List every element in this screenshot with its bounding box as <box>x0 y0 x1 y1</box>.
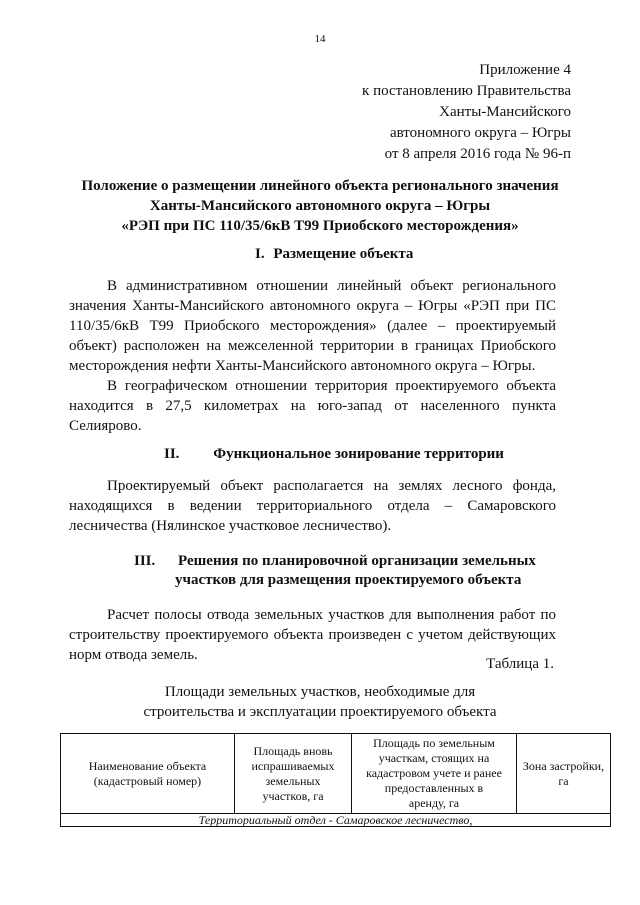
section-number: I. <box>255 246 265 262</box>
caption-line: Площади земельных участков, необходимые для <box>164 684 476 700</box>
column-header-new-area <box>235 734 352 814</box>
section-2-paragraph <box>69 476 556 536</box>
section-1-paragraph-1 <box>69 276 556 376</box>
text-line: Проектируемый объект располагается на землях лесного фонда, <box>107 478 556 494</box>
section-title-line: Решения по планировочной организации земельных <box>178 553 536 569</box>
section-3-paragraph <box>69 605 556 665</box>
header-line: га <box>558 773 569 788</box>
header-line: участкам, стоящих на <box>378 751 490 765</box>
header-line: земельных <box>265 773 321 788</box>
header-line: Зона застройки, <box>522 758 605 773</box>
section-3-heading-cont <box>175 572 521 589</box>
column-header-leased-area <box>352 734 517 814</box>
header-line: участков, га <box>262 788 324 803</box>
text-line: находящихся в ведении территориального отдела – Самаровского <box>69 498 556 514</box>
header-line: Наименование объекта <box>88 758 207 773</box>
text-line: Селиярово. <box>69 418 142 434</box>
section-title-line: участков для размещения проектируемого объекта <box>175 572 522 588</box>
text-line: значения Ханты-Мансийского автономного округа – Югры «РЭП при ПС <box>69 298 556 314</box>
header-line: Площадь вновь <box>253 743 333 758</box>
appendix-line: от 8 апреля 2016 года № 96-п <box>384 146 571 162</box>
text-line: объект) расположен на межселенной территории в границах Приобского <box>69 338 556 354</box>
title-line: «РЭП при ПС 110/35/6кВ Т99 Приобского месторождения» <box>121 218 519 234</box>
section-title: Функциональное зонирование территории <box>213 446 504 462</box>
column-header-building-zone <box>517 734 611 814</box>
column-header-object-name <box>61 734 235 814</box>
caption-line: строительства и эксплуатации проектируемого объекта <box>143 704 497 720</box>
appendix-line: Приложение 4 <box>479 62 571 78</box>
text-line: норм отвода земель. <box>69 647 198 663</box>
appendix-line: Ханты-Мансийского <box>439 104 571 120</box>
appendix-block <box>362 60 571 165</box>
title-line: Ханты-Мансийского автономного округа – Югры <box>149 198 491 214</box>
header-line: (кадастровый номер) <box>93 773 202 788</box>
land-area-table <box>60 733 611 827</box>
text-line: В административном отношении линейный объект регионального <box>107 278 556 294</box>
table-subheader-row <box>61 814 611 827</box>
text-line: месторождения нефти Ханты-Мансийского автономного округа – Югры. <box>69 358 536 374</box>
section-number: III. <box>134 553 156 569</box>
section-1-paragraph-2 <box>69 376 556 436</box>
page-number: 14 <box>314 33 326 45</box>
section-number: II. <box>164 446 180 462</box>
table-label: Таблица 1. <box>486 656 554 672</box>
header-line: Площадь по земельным <box>373 736 495 750</box>
section-2-heading <box>164 446 504 463</box>
header-line: кадастровом учете и ранее <box>366 766 502 780</box>
text-line: Расчет полосы отвода земельных участков для выполнения работ по <box>107 607 556 623</box>
text-line: 110/35/6кВ Т99 Приобского месторождения» (далее – проектируемый <box>69 318 556 334</box>
section-3-heading <box>134 553 536 570</box>
section-1-heading <box>255 246 413 263</box>
table-caption <box>0 682 640 722</box>
title-line: Положение о размещении линейного объекта регионального значения <box>81 178 559 194</box>
appendix-line: к постановлению Правительства <box>362 83 571 99</box>
document-title <box>0 176 640 236</box>
table-header-row <box>61 734 611 814</box>
text-line: находится в 27,5 километрах на юго-запад от населенного пункта <box>69 398 556 414</box>
section-title: Размещение объекта <box>273 246 414 262</box>
text-line: В географическом отношении территория проектируемого объекта <box>107 378 556 394</box>
header-line: аренду, га <box>408 796 460 810</box>
header-line: предоставленных в <box>384 781 484 795</box>
appendix-line: автономного округа – Югры <box>389 125 571 141</box>
text-line: лесничества (Нялинское участковое лесничество). <box>69 518 392 534</box>
table-subheader: Территориальный отдел - Самаровское лесничество, <box>61 814 611 827</box>
text-line: строительству проектируемого объекта произведен с учетом действующих <box>69 627 556 643</box>
header-line: испрашиваемых <box>251 758 335 773</box>
